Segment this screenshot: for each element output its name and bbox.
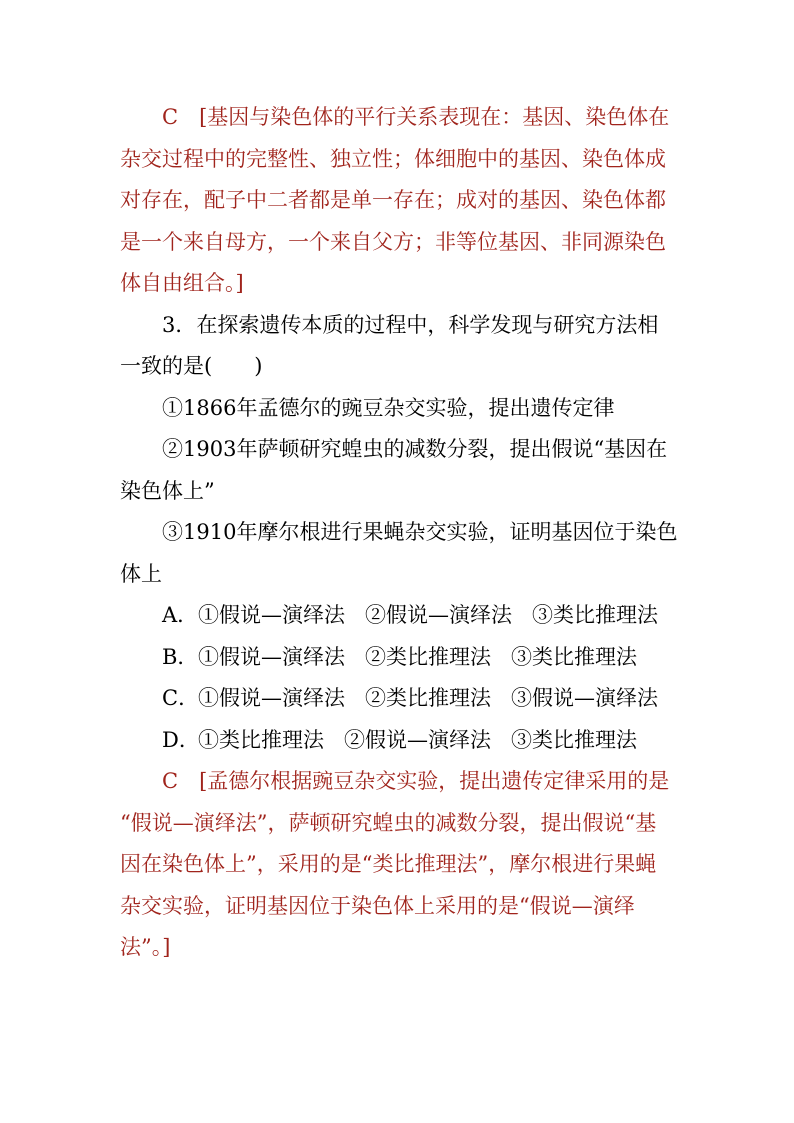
- question-3-item-1: ①1866年孟德尔的豌豆杂交实验，提出遗传定律: [162, 395, 615, 420]
- option-a-part: ①假说—演绎法: [198, 603, 345, 627]
- option-b-part: ②类比推理法: [365, 644, 491, 669]
- question-3-item-3: ③1910年摩尔根进行果蝇杂交实验，证明基因位于染色: [162, 520, 678, 544]
- answer-3-line: 杂交实验，证明基因位于染色体上采用的是“假说—演绎: [120, 893, 635, 918]
- option-d-part: ①类比推理法: [198, 727, 324, 752]
- question-3: [120, 305, 676, 762]
- question-3-item-3-cont: 体上: [120, 561, 162, 586]
- option-b-part: ①假说—演绎法: [198, 644, 345, 669]
- answer-2-line: C [基因与染色体的平行关系表现在：基因、染色体在: [162, 105, 670, 129]
- option-c-part: ②类比推理法: [365, 686, 491, 710]
- answer-3-line: 法”。]: [120, 935, 171, 959]
- option-a-part: ②假说—演绎法: [365, 603, 512, 627]
- option-d-label: D．: [162, 727, 200, 752]
- answer-2-explanation: [120, 97, 676, 305]
- question-3-stem-line: 3．在探索遗传本质的过程中，科学发现与研究方法相: [162, 312, 659, 337]
- option-c-part: ①假说—演绎法: [198, 686, 345, 710]
- option-a-label: A．: [162, 603, 199, 627]
- option-b: [120, 637, 676, 679]
- option-c-part: ③假说—演绎法: [511, 686, 658, 710]
- option-b-label: B．: [162, 644, 199, 669]
- option-a: [120, 595, 676, 637]
- answer-2-line: 对存在，配子中二者都是单一存在；成对的基因、染色体都: [120, 188, 666, 212]
- answer-3-line: 因在染色体上”，采用的是“类比推理法”，摩尔根进行果蝇: [120, 852, 657, 876]
- answer-3-line: C [孟德尔根据豌豆杂交实验，提出遗传定律采用的是: [162, 769, 670, 793]
- option-b-part: ③类比推理法: [511, 644, 637, 669]
- option-d-part: ②假说—演绎法: [344, 727, 491, 752]
- question-3-stem-line: 一致的是( ): [120, 354, 263, 378]
- option-a-part: ③类比推理法: [532, 603, 658, 627]
- answer-2-line: 体自由组合。]: [120, 271, 244, 295]
- document-page: [120, 97, 676, 969]
- option-c: [120, 678, 676, 720]
- option-c-label: C．: [162, 686, 200, 710]
- option-d-part: ③类比推理法: [511, 727, 637, 752]
- answer-3-explanation: [120, 761, 676, 969]
- question-3-item-2: ②1903年萨顿研究蝗虫的减数分裂，提出假说“基因在: [162, 437, 668, 461]
- answer-2-line: 杂交过程中的完整性、独立性；体细胞中的基因、染色体成: [120, 146, 666, 171]
- answer-3-line: “假说—演绎法”，萨顿研究蝗虫的减数分裂，提出假说“基: [120, 810, 657, 835]
- answer-2-line: 是一个来自母方，一个来自父方；非等位基因、非同源染色: [120, 229, 666, 254]
- option-d: [120, 720, 676, 762]
- question-3-item-2-cont: 染色体上”: [120, 478, 215, 503]
